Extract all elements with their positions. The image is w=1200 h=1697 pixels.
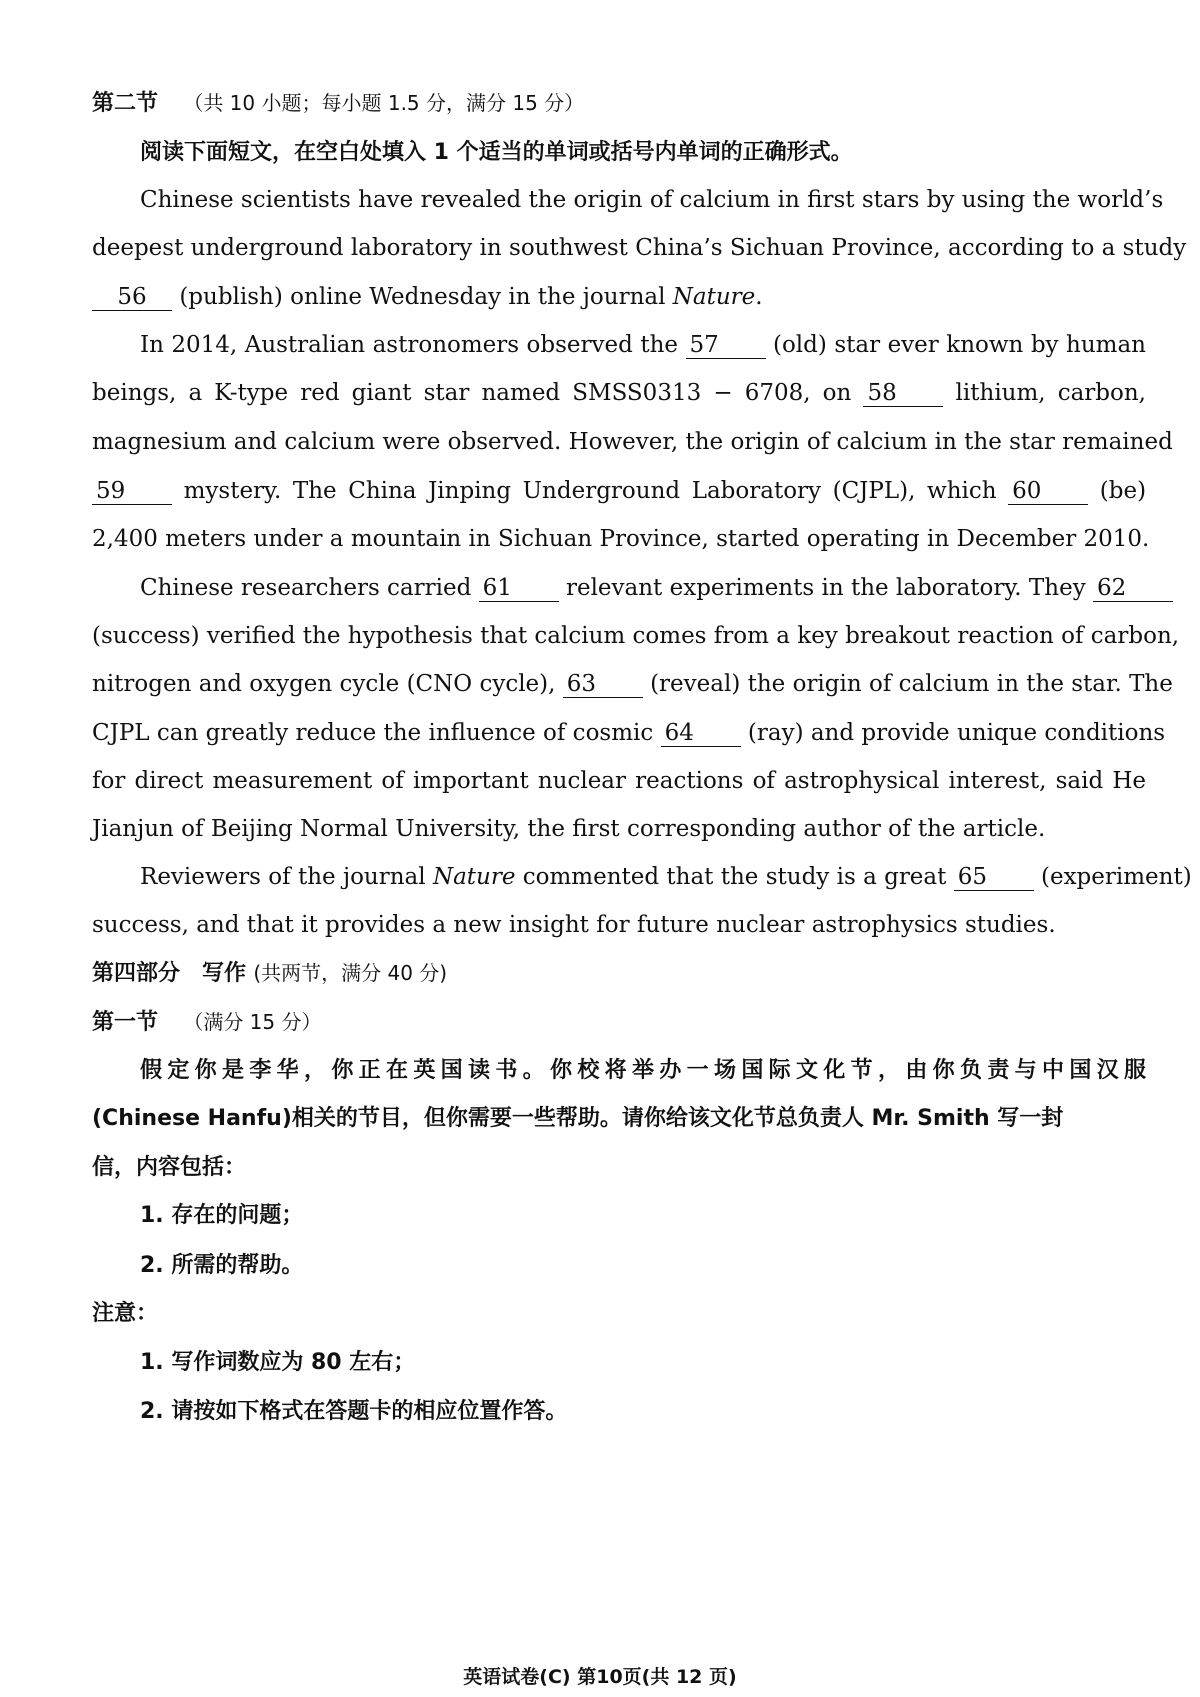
passage-line: Chinese researchers carried 61 relevant experiments in the laboratory. They 62 [140, 573, 1146, 603]
answer-blank-63[interactable]: 63 [563, 671, 643, 698]
notice-label: 注意： [92, 1301, 159, 1326]
passage-line: beings, a K-type red giant star named SMSS0313 − 6708, on 58 lithium, carbon, [92, 380, 1146, 406]
passage-line: In 2014, Australian astronomers observed the 57 (old) star ever known by human [140, 332, 1146, 358]
passage-line: Chinese scientists have revealed the origin of calcium in first stars by using the world’s [140, 187, 1164, 213]
content-item: 2. 所需的帮助。 [140, 1253, 304, 1278]
prompt-line: (Chinese Hanfu)相关的节目，但你需要一些帮助。请你给该文化节总负责人 Mr. Smith 写一封 [92, 1106, 1064, 1131]
passage-line: Reviewers of the journal Nature commented that the study is a great 65 (experiment) [140, 864, 1192, 890]
passage-line: 56 (publish) online Wednesday in the journal Nature. [92, 282, 1146, 312]
prompt-line: 信，内容包括： [92, 1155, 247, 1180]
answer-blank-57[interactable]: 57 [686, 332, 766, 359]
instruction: 阅读下面短文，在空白处填入 1 个适当的单词或括号内单词的正确形式。 [140, 140, 853, 165]
requirement-item: 1. 写作词数应为 80 左右； [140, 1350, 416, 1375]
content-item: 1. 存在的问题； [140, 1203, 304, 1228]
passage-line: success, and that it provides a new insight for future nuclear astrophysics studies. [92, 912, 1056, 938]
passage-line: (success) verified the hypothesis that calcium comes from a key breakout reaction of carbon, [92, 623, 1180, 649]
answer-blank-59[interactable]: 59 [92, 478, 172, 505]
answer-blank-64[interactable]: 64 [661, 720, 741, 747]
passage-line: 2,400 meters under a mountain in Sichuan Province, started operating in December 2010. [92, 526, 1150, 552]
page-footer: 英语试卷(C) 第10页(共 12 页) [463, 1666, 737, 1688]
answer-blank-61[interactable]: 61 [479, 575, 559, 602]
answer-blank-60[interactable]: 60 [1008, 478, 1088, 505]
part-title: 第四部分 写作 [92, 961, 247, 986]
answer-blank-65[interactable]: 65 [954, 864, 1034, 891]
passage-line: 59 mystery. The China Jinping Underground Laboratory (CJPL), which 60 (be) [92, 476, 1146, 506]
section-title: 第二节 [92, 91, 159, 116]
prompt-line: 假定你是李华，你正在英国读书。你校将举办一场国际文化节，由你负责与中国汉服 [140, 1058, 1146, 1083]
answer-blank-62[interactable]: 62 [1093, 575, 1173, 602]
part-note: (共两节，满分 40 分) [253, 961, 448, 985]
answer-blank-58[interactable]: 58 [863, 380, 943, 407]
section-note: （共 10 小题；每小题 1.5 分，满分 15 分） [183, 91, 585, 115]
answer-blank-56[interactable]: 56 [92, 284, 172, 311]
section-title: 第一节 [92, 1010, 159, 1035]
section-note: （满分 15 分） [183, 1010, 322, 1034]
section2-heading [92, 88, 1146, 119]
passage-line: deepest underground laboratory in southwest China’s Sichuan Province, according to a study [92, 235, 1187, 261]
part4-heading [92, 958, 1146, 989]
passage-line: for direct measurement of important nuclear reactions of astrophysical interest, said He [92, 768, 1146, 794]
passage-line: nitrogen and oxygen cycle (CNO cycle), 63 (reveal) the origin of calcium in the star. The [92, 671, 1173, 697]
journal-name: Nature [432, 864, 516, 890]
journal-name: Nature [672, 284, 756, 310]
passage-line: CJPL can greatly reduce the influence of cosmic 64 (ray) and provide unique conditions [92, 720, 1166, 746]
requirement-item: 2. 请按如下格式在答题卡的相应位置作答。 [140, 1399, 568, 1424]
section1-heading [92, 1007, 1146, 1038]
passage-line: magnesium and calcium were observed. However, the origin of calcium in the star remained [92, 429, 1173, 455]
passage-line: Jianjun of Beijing Normal University, the first corresponding author of the article. [92, 816, 1046, 842]
